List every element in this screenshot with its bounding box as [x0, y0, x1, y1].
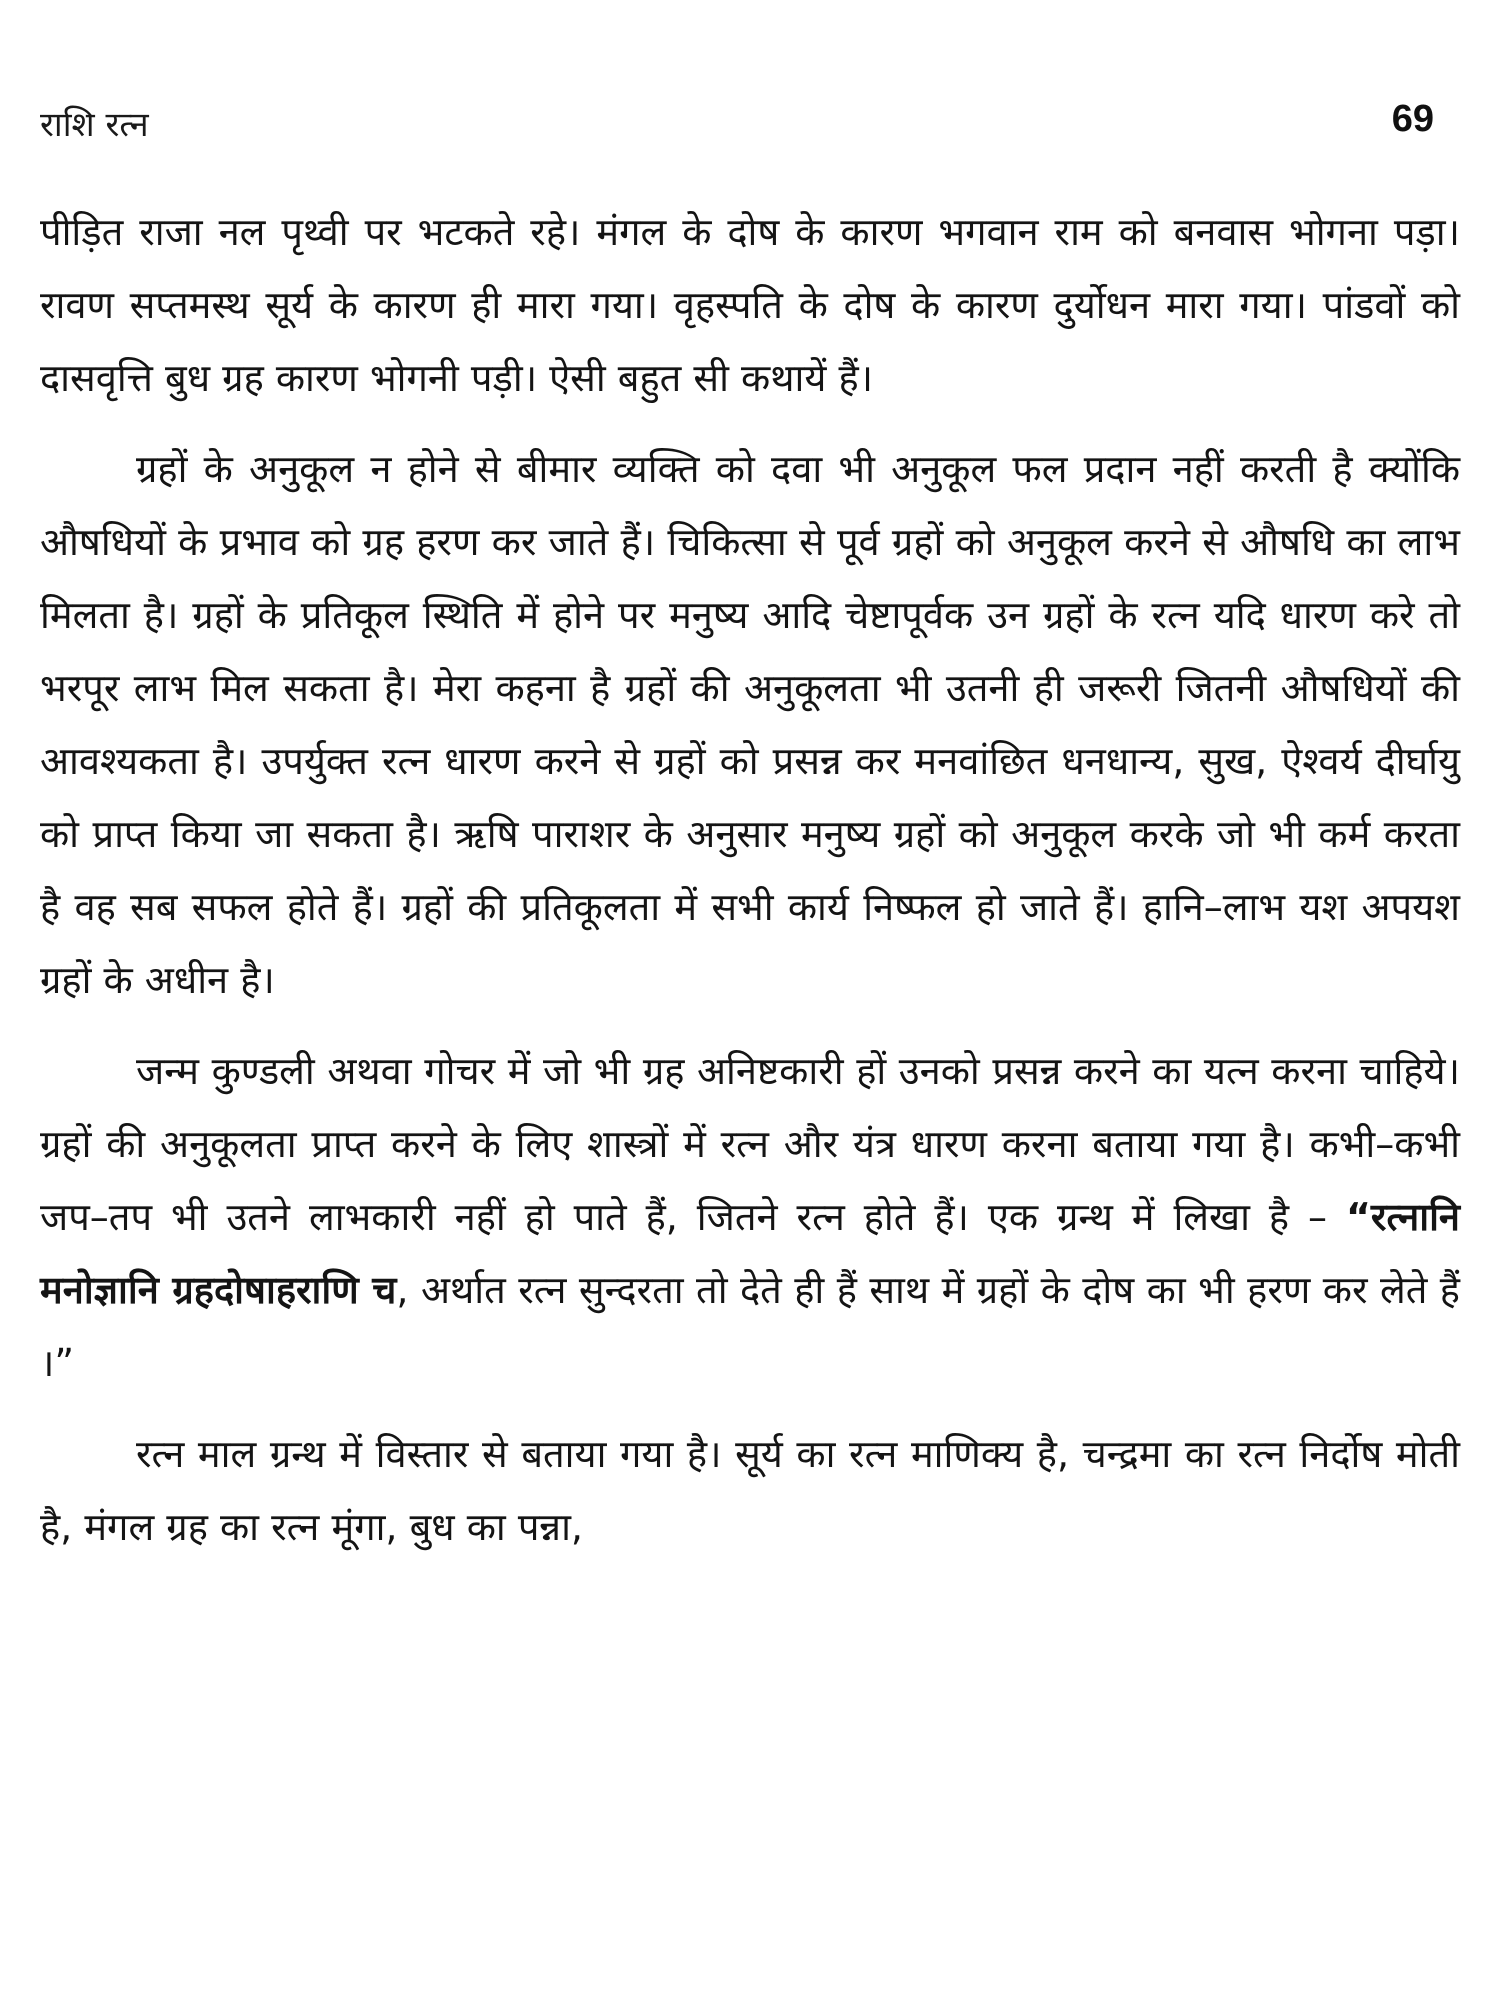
sanskrit-quote: “रत्नानि मनोज्ञानि ग्रहदोषाहराणि च [40, 1195, 1460, 1312]
body-text [40, 196, 1460, 1582]
paragraph-3-text-before-quote: जन्म कुण्डली अथवा गोचर में जो भी ग्रह अनिष्टकारी हों उनको प्रसन्न करने का यत्न करना चाहिये। ग्रहों की अनुकूलता प्राप्त करने के लिए शास्त्रों में रत्न और यंत्र धारण करना बताया गया है। कभी–कभी जप–तप भी उतने लाभकारी नहीं हो पाते हैं, जितने रत्न होते हैं। एक ग्रन्थ में लिखा है – [40, 1049, 1460, 1239]
paragraph-1: पीड़ित राजा नल पृथ्वी पर भटकते रहे। मंगल के दोष के कारण भगवान राम को बनवास भोगना पड़ा। रावण सप्तमस्थ सूर्य के कारण ही मारा गया। वृहस्पति के दोष के कारण दुर्योधन मारा गया। पांडवों को दासवृत्ति बुध ग्रह कारण भोगनी पड़ी। ऐसी बहुत सी कथायें हैं। [40, 210, 1460, 400]
paragraph-2: ग्रहों के अनुकूल न होने से बीमार व्यक्ति को दवा भी अनुकूल फल प्रदान नहीं करती है क्योंकि औषधियों के प्रभाव को ग्रह हरण कर जाते हैं। चिकित्सा से पूर्व ग्रहों को अनुकूल करने से औषधि का लाभ मिलता है। ग्रहों के प्रतिकूल स्थिति में होने पर मनुष्य आदि चेष्टापूर्वक उन ग्रहों के रत्न यदि धारण करे तो भरपूर लाभ मिल सकता है। मेरा कहना है ग्रहों की अनुकूलता भी उतनी ही जरूरी जितनी औषधियों की आवश्यकता है। उपर्युक्त रत्न धारण करने से ग्रहों को प्रसन्न कर मनवांछित धनधान्य, सुख, ऐश्वर्य दीर्घायु को प्राप्त किया जा सकता है। ऋषि पाराशर के अनुसार मनुष्य ग्रहों को अनुकूल करके जो भी कर्म करता है वह सब सफल होते हैं। ग्रहों की प्रतिकूलता में सभी कार्य निष्फल हो जाते हैं। हानि–लाभ यश अपयश ग्रहों के अधीन है। [40, 447, 1460, 1002]
page-number: 69 [1391, 98, 1434, 140]
paragraph-3-text-after-quote: , अर्थात रत्न सुन्दरता तो देते ही हैं साथ में ग्रहों के दोष का भी हरण कर लेते हैं ।” [40, 1268, 1460, 1385]
running-head: राशि रत्न [40, 105, 149, 145]
paragraph-4: रत्न माल ग्रन्थ में विस्तार से बताया गया है। सूर्य का रत्न माणिक्य है, चन्द्रमा का रत्न निर्दोष मोती है, मंगल ग्रह का रत्न मूंगा, बुध का पन्ना, [40, 1432, 1460, 1549]
paragraph-3 [40, 1035, 1460, 1400]
